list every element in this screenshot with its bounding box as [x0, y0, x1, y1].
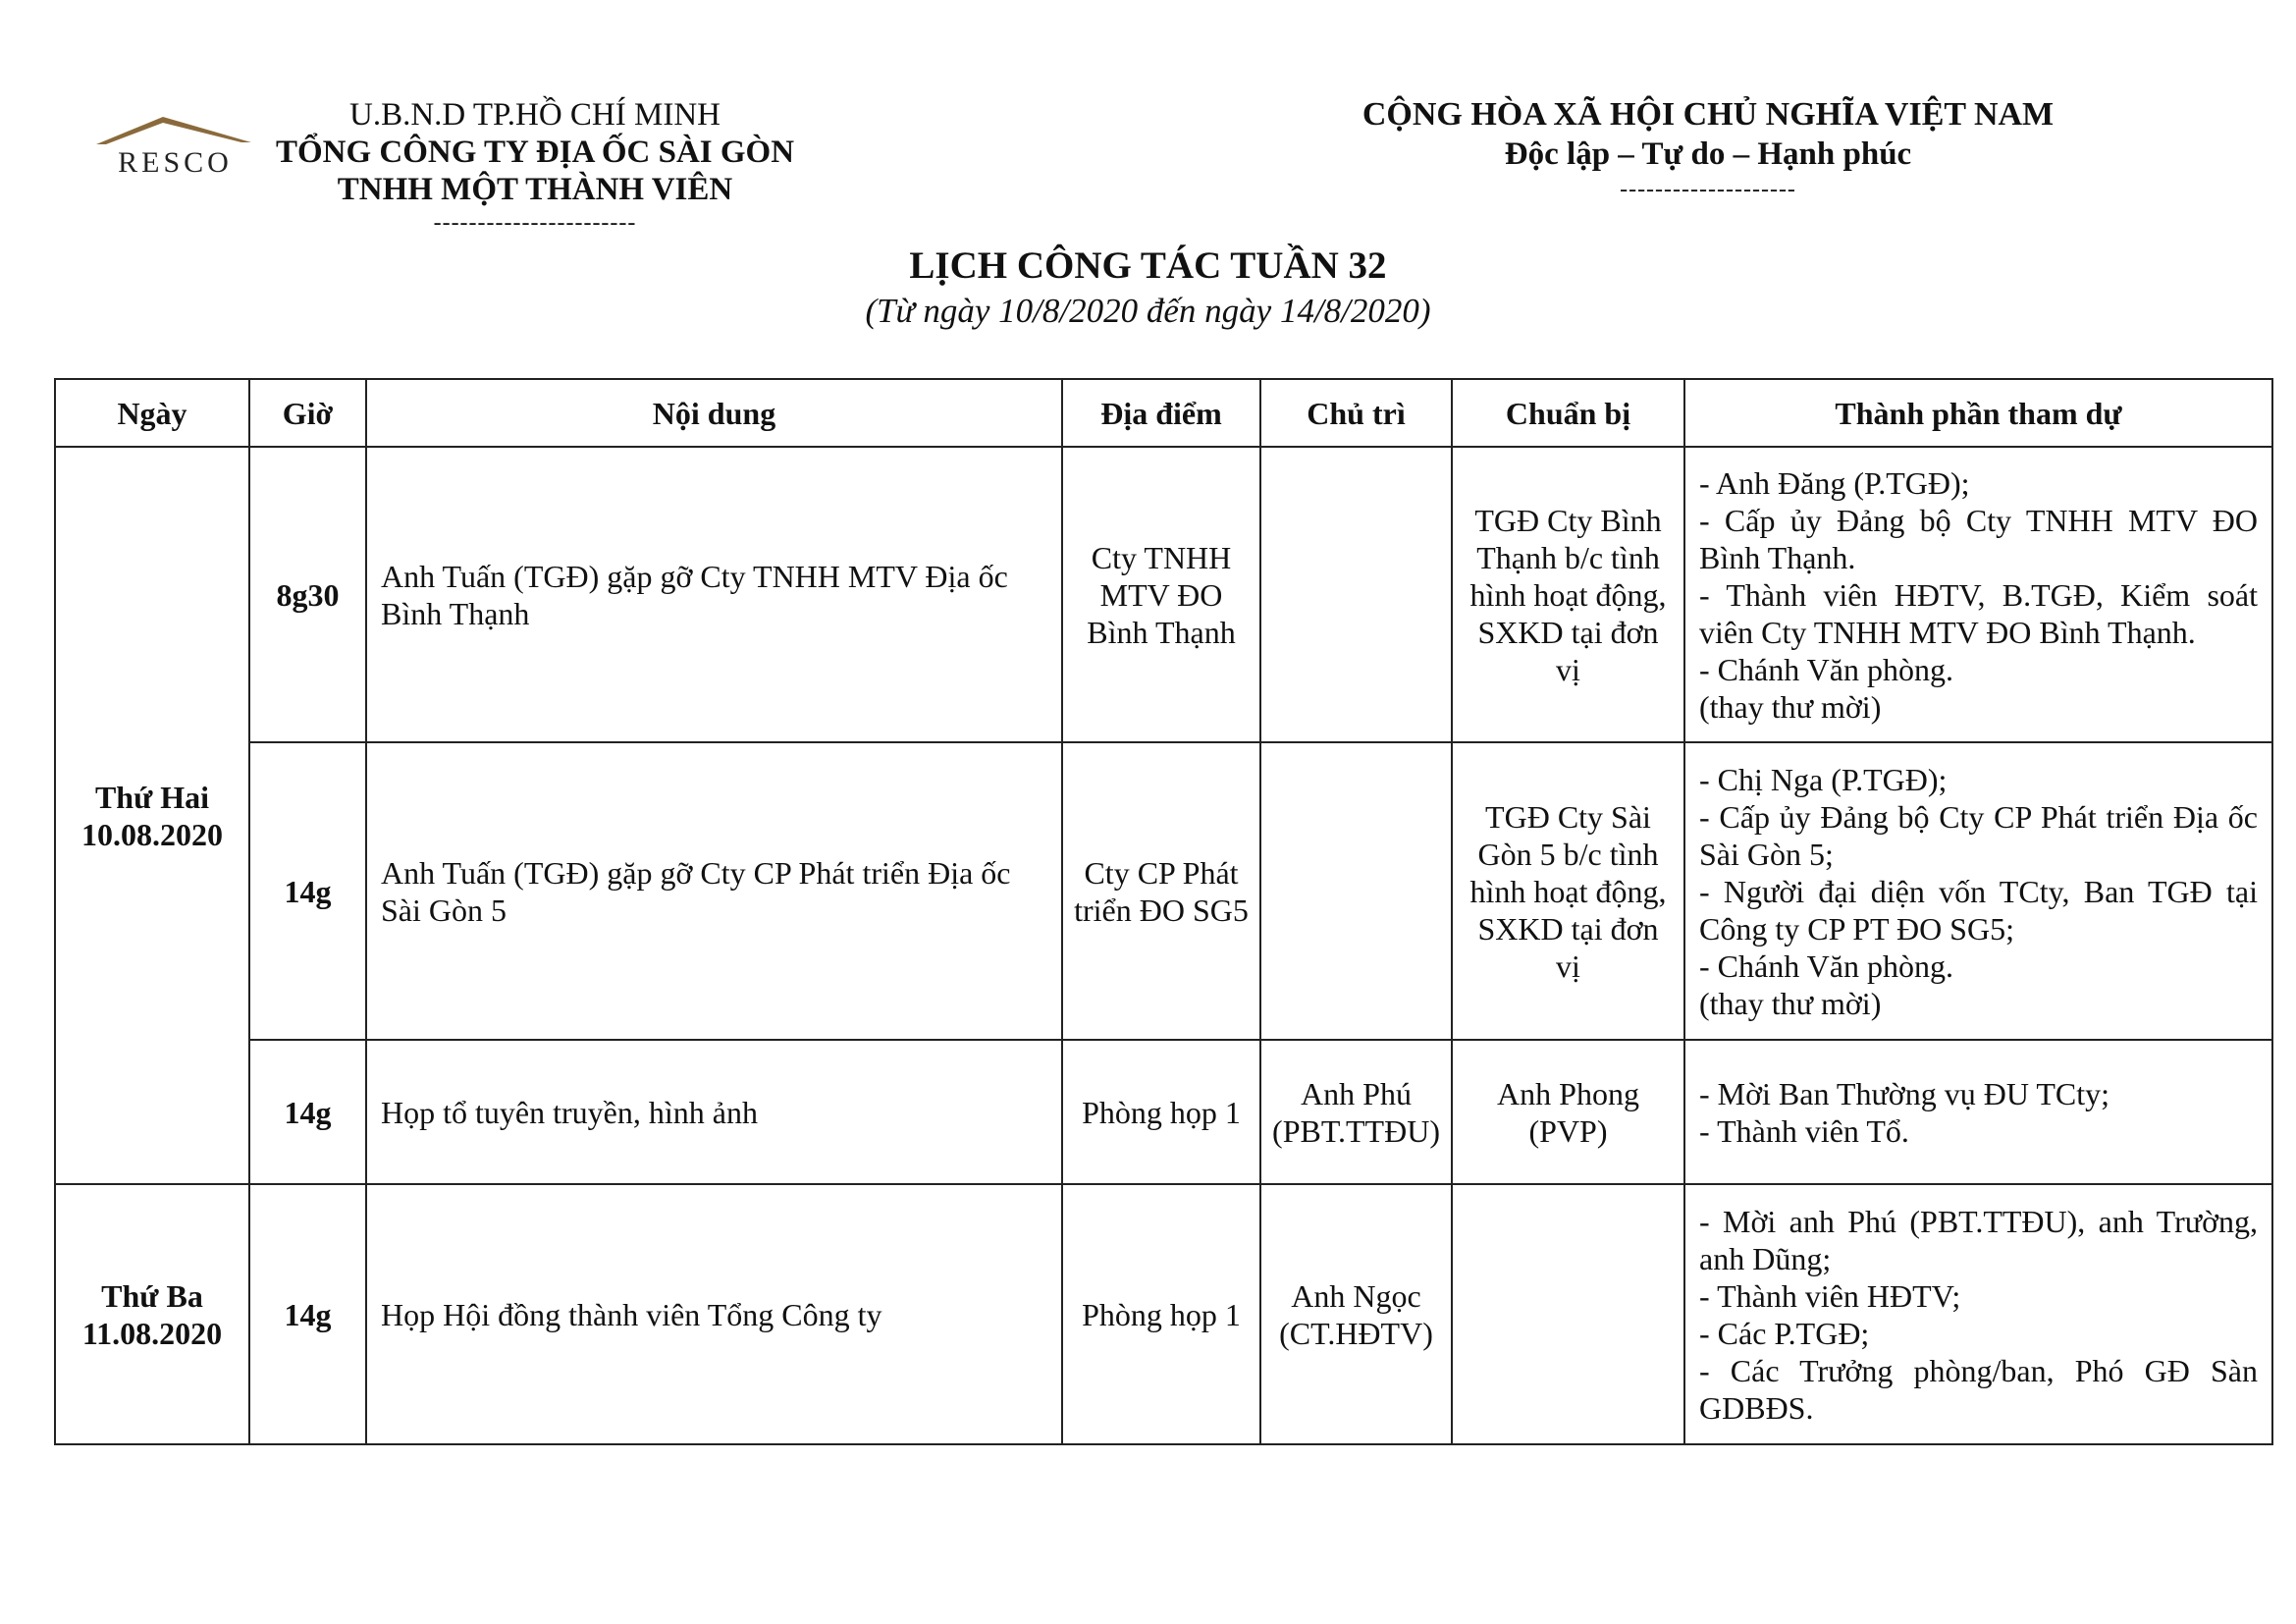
time-cell: 14g: [249, 1184, 366, 1444]
header-prepare: Chuẩn bị: [1452, 379, 1684, 447]
prepare-cell: TGĐ Cty Bình Thạnh b/c tình hình hoạt động, SXKD tại đơn vị: [1452, 447, 1684, 742]
day-cell: [55, 447, 249, 1184]
location-cell: Phòng họp 1: [1062, 1184, 1260, 1444]
day-date: 11.08.2020: [81, 1315, 223, 1351]
day-date: 10.08.2020: [81, 816, 223, 852]
location-cell: Cty TNHH MTV ĐO Bình Thạnh: [1062, 447, 1260, 742]
chair-cell: [1260, 447, 1452, 742]
day-name: Thứ Ba: [101, 1277, 203, 1314]
day-cell: [55, 1184, 249, 1444]
attendee-line: - Các Trưởng phòng/ban, Phó GĐ Sàn GDBĐS.: [1699, 1352, 2258, 1426]
attendees-cell: [1684, 1184, 2272, 1444]
header-day: Ngày: [55, 379, 249, 447]
national-title: CỘNG HÒA XÃ HỘI CHỦ NGHĨA VIỆT NAM: [1362, 96, 2055, 133]
content-cell: Anh Tuấn (TGĐ) gặp gỡ Cty CP Phát triển Địa ốc Sài Gòn 5: [366, 742, 1062, 1040]
table-row: [55, 1040, 2272, 1184]
page-subtitle: (Từ ngày 10/8/2020 đến ngày 14/8/2020): [865, 292, 1431, 330]
attendee-line: - Chị Nga (P.TGĐ);: [1699, 761, 1948, 797]
content-cell: Anh Tuấn (TGĐ) gặp gỡ Cty TNHH MTV Địa ốc Bình Thạnh: [366, 447, 1062, 742]
table-row: [55, 742, 2272, 1040]
org-line-3: TNHH MỘT THÀNH VIÊN: [337, 172, 733, 207]
attendee-line: - Người đại diện vốn TCty, Ban TGĐ tại Công ty CP PT ĐO SG5;: [1699, 873, 2258, 947]
location-cell: Phòng họp 1: [1062, 1040, 1260, 1184]
header-time: Giờ: [249, 379, 366, 447]
attendee-line: - Thành viên HĐTV, B.TGĐ, Kiểm soát viên Cty TNHH MTV ĐO Bình Thạnh.: [1699, 576, 2258, 650]
attendee-line: - Mời Ban Thường vụ ĐU TCty;: [1699, 1075, 2110, 1111]
attendee-line: - Cấp ủy Đảng bộ Cty TNHH MTV ĐO Bình Thạnh.: [1699, 502, 2258, 575]
attendee-line: (thay thư mời): [1699, 688, 1882, 725]
schedule-table: [54, 378, 2273, 1445]
attendees-cell: [1684, 447, 2272, 742]
org-line-2: TỔNG CÔNG TY ĐỊA ỐC SÀI GÒN: [275, 135, 795, 170]
header-content: Nội dung: [366, 379, 1062, 447]
attendee-line: - Thành viên Tổ.: [1699, 1112, 1909, 1149]
prepare-cell: [1452, 1184, 1684, 1444]
table-row: [55, 1184, 2272, 1444]
logo-text: RESCO: [118, 146, 233, 179]
prepare-cell: Anh Phong (PVP): [1452, 1040, 1684, 1184]
attendee-line: - Chánh Văn phòng.: [1699, 651, 1953, 687]
content-cell: Họp Hội đồng thành viên Tổng Công ty: [366, 1184, 1062, 1444]
content-cell: Họp tổ tuyên truyền, hình ảnh: [366, 1040, 1062, 1184]
location-cell: Cty CP Phát triển ĐO SG5: [1062, 742, 1260, 1040]
resco-logo: [94, 113, 256, 182]
attendee-line: - Anh Đăng (P.TGĐ);: [1699, 464, 1970, 501]
national-divider: --------------------: [1620, 177, 1796, 202]
table-row: [55, 447, 2272, 742]
attendee-line: (thay thư mời): [1699, 985, 1882, 1021]
attendee-line: - Chánh Văn phòng.: [1699, 947, 1953, 984]
header-chair: Chủ trì: [1260, 379, 1452, 447]
table-header-row: [55, 379, 2272, 447]
day-name: Thứ Hai: [94, 779, 210, 815]
chair-cell: Anh Ngọc (CT.HĐTV): [1260, 1184, 1452, 1444]
attendee-line: - Các P.TGĐ;: [1699, 1315, 1870, 1351]
header-attendees: Thành phần tham dự: [1684, 379, 2272, 447]
attendee-line: - Thành viên HĐTV;: [1699, 1277, 1961, 1314]
chair-cell: [1260, 742, 1452, 1040]
time-cell: 14g: [249, 1040, 366, 1184]
attendee-line: - Cấp ủy Đảng bộ Cty CP Phát triển Địa ốc Sài Gòn 5;: [1699, 798, 2258, 872]
national-motto: Độc lập – Tự do – Hạnh phúc: [1504, 136, 1912, 172]
organization-header: [255, 96, 815, 238]
time-cell: 8g30: [249, 447, 366, 742]
org-divider: -----------------------: [433, 210, 637, 236]
page-title: LỊCH CÔNG TÁC TUẦN 32: [909, 244, 1387, 287]
time-cell: 14g: [249, 742, 366, 1040]
attendee-line: - Mời anh Phú (PBT.TTĐU), anh Trường, anh Dũng;: [1699, 1203, 2258, 1276]
header-location: Địa điểm: [1062, 379, 1260, 447]
chair-cell: Anh Phú (PBT.TTĐU): [1260, 1040, 1452, 1184]
national-header: [1296, 96, 2120, 204]
attendees-cell: [1684, 1040, 2272, 1184]
org-line-1: U.B.N.D TP.HỒ CHÍ MINH: [348, 97, 721, 133]
prepare-cell: TGĐ Cty Sài Gòn 5 b/c tình hình hoạt động, SXKD tại đơn vị: [1452, 742, 1684, 1040]
attendees-cell: [1684, 742, 2272, 1040]
